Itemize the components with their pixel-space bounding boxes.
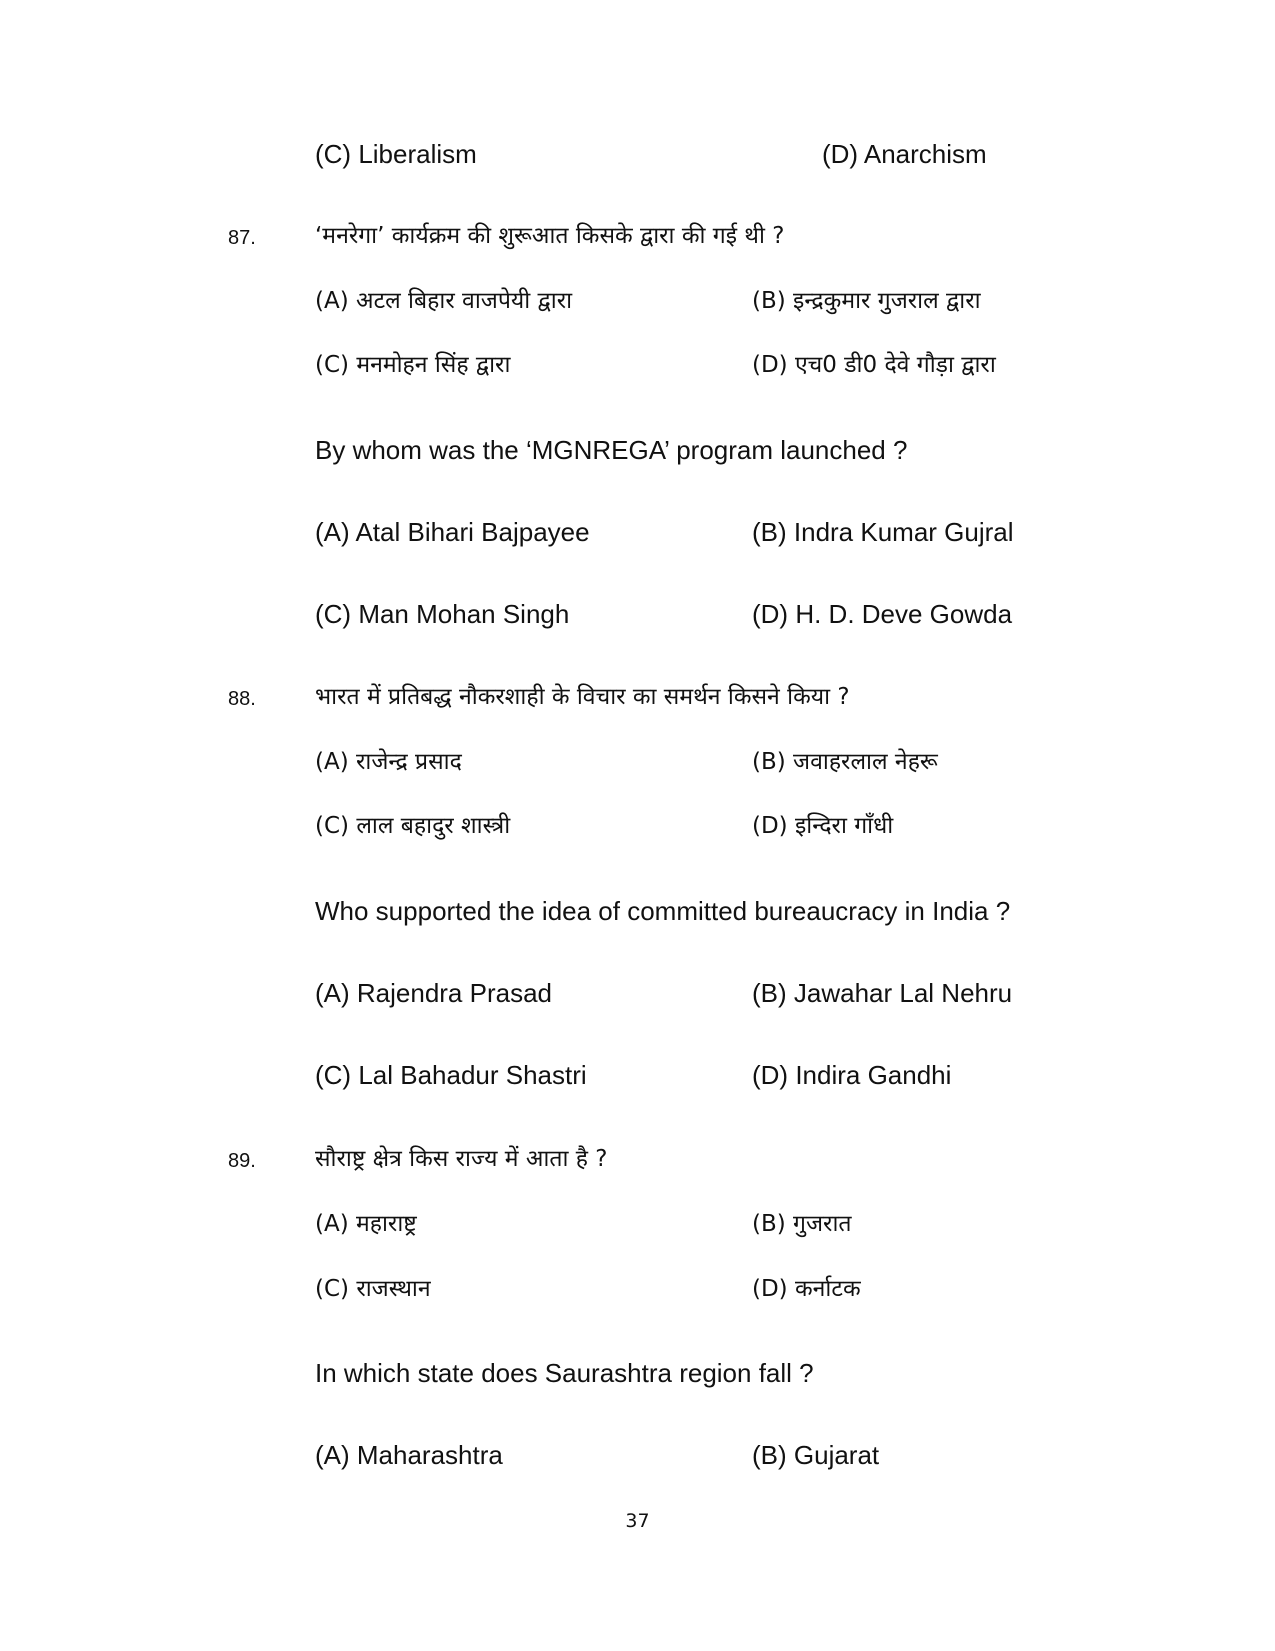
q89-english-text: In which state does Saurashtra region fall ?: [315, 1358, 814, 1388]
q88-english-option-b: (B) Jawahar Lal Nehru: [752, 978, 1013, 1008]
q87-hindi-option-c: (C) मनमोहन सिंह द्वारा: [315, 352, 511, 378]
q86-option-c: (C) Liberalism: [315, 139, 477, 169]
q89-hindi-text: सौराष्ट्र क्षेत्र किस राज्य में आता है ?: [315, 1146, 608, 1172]
q87-hindi-option-b: (B) इन्द्रकुमार गुजराल द्वारा: [752, 288, 981, 314]
q87-english-option-c: (C) Man Mohan Singh: [315, 599, 570, 629]
q88-hindi-option-b: (B) जवाहरलाल नेहरू: [752, 749, 938, 775]
q88-english-option-d: (D) Indira Gandhi: [752, 1060, 952, 1090]
q89-english-option-b: (B) Gujarat: [752, 1440, 880, 1470]
q87-english-option-b: (B) Indra Kumar Gujral: [752, 517, 1014, 547]
q88-hindi-text: भारत में प्रतिबद्ध नौकरशाही के विचार का समर्थन किसने किया ?: [315, 684, 850, 710]
q87-hindi-option-a: (A) अटल बिहार वाजपेयी द्वारा: [315, 288, 573, 314]
q88-hindi-option-d: (D) इन्दिरा गाँधी: [752, 813, 894, 839]
q87-hindi-text: ‘मनरेगा’ कार्यक्रम की शुरूआत किसके द्वारा की गई थी ?: [315, 223, 785, 249]
q89-hindi-option-b: (B) गुजरात: [752, 1211, 852, 1237]
q86-option-d: (D) Anarchism: [822, 139, 987, 169]
question-number-89: 89.: [228, 1150, 256, 1172]
q88-hindi-option-a: (A) राजेन्द्र प्रसाद: [315, 749, 462, 775]
question-number-87: 87.: [228, 227, 256, 249]
q89-hindi-option-c: (C) राजस्थान: [315, 1276, 431, 1302]
q88-hindi-option-c: (C) लाल बहादुर शास्त्री: [315, 813, 511, 839]
q87-english-option-a: (A) Atal Bihari Bajpayee: [315, 517, 590, 547]
page-number: 37: [625, 1510, 650, 1532]
q89-hindi-option-d: (D) कर्नाटक: [752, 1276, 861, 1302]
question-number-88: 88.: [228, 688, 256, 710]
q87-english-text: By whom was the ‘MGNREGA’ program launched ?: [315, 435, 908, 465]
q89-english-option-a: (A) Maharashtra: [315, 1440, 503, 1470]
q89-hindi-option-a: (A) महाराष्ट्र: [315, 1211, 417, 1237]
q87-english-option-d: (D) H. D. Deve Gowda: [752, 599, 1013, 629]
q88-english-option-a: (A) Rajendra Prasad: [315, 978, 552, 1008]
q88-english-text: Who supported the idea of committed bureaucracy in India ?: [315, 896, 1011, 926]
q87-hindi-option-d: (D) एच0 डी0 देवे गौड़ा द्वारा: [752, 352, 996, 378]
q88-english-option-c: (C) Lal Bahadur Shastri: [315, 1060, 587, 1090]
